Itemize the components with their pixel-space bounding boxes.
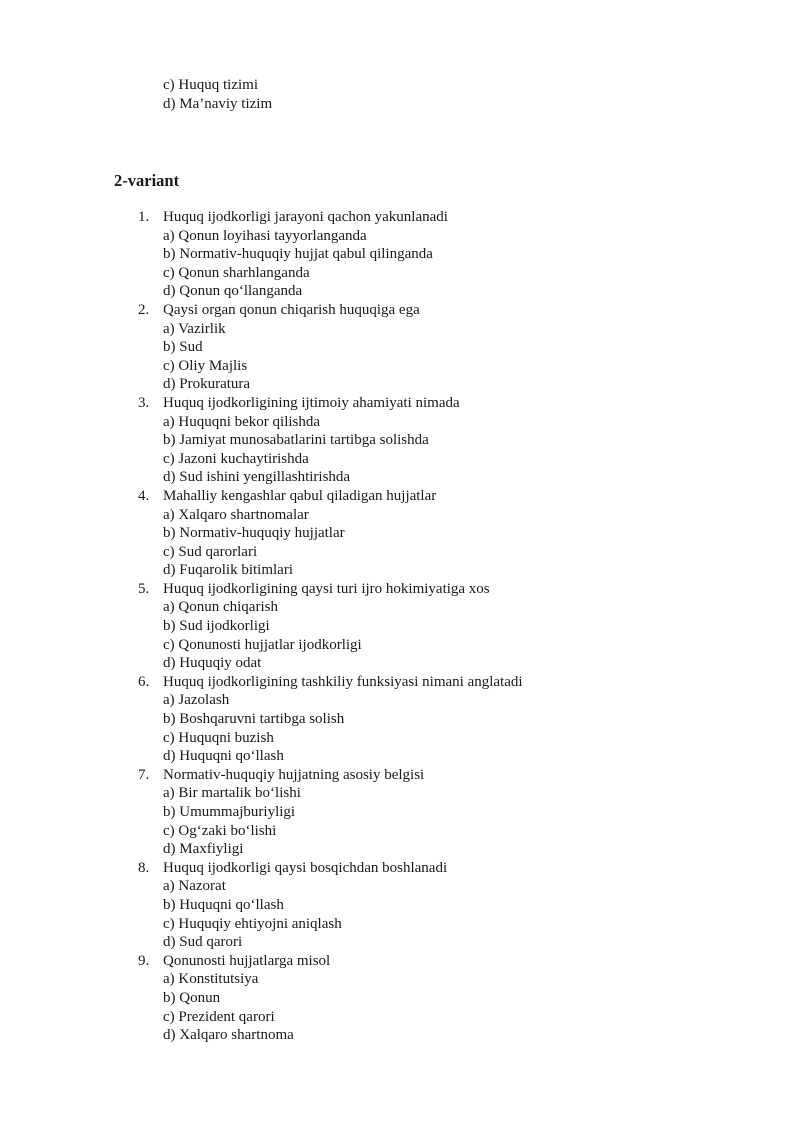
answer-option: d) Sud qarori <box>163 934 243 951</box>
question-number: 1. <box>138 209 150 225</box>
answer-option: d) Maxfiyligi <box>163 841 244 858</box>
section-title: 2-variant <box>114 171 180 190</box>
question-text: Huquq ijodkorligining tashkiliy funksiyasi nimani anglatadi <box>163 673 523 690</box>
question-text: Huquq ijodkorligining qaysi turi ijro hokimiyatiga xos <box>163 580 490 597</box>
question-number: 3. <box>138 394 150 411</box>
answer-option: c) Huquqiy ehtiyojni aniqlash <box>163 915 342 932</box>
question-item <box>138 859 523 952</box>
answer-option: d) Fuqarolik bitimlari <box>163 562 293 579</box>
answer-option: c) Qonun sharhlanganda <box>163 264 310 281</box>
answer-option: b) Qonun <box>163 989 221 1006</box>
answer-options <box>163 691 523 765</box>
answer-option: c) Og‘zaki bo‘lishi <box>163 822 277 839</box>
question-item <box>138 580 523 673</box>
answer-option: a) Vazirlik <box>163 320 226 337</box>
question-number: 7. <box>138 766 150 783</box>
answer-option: b) Sud ijodkorligi <box>163 618 270 635</box>
carryover-options <box>163 76 272 113</box>
question-number: 4. <box>138 487 150 504</box>
carryover-option: c) Huquq tizimi <box>163 77 258 93</box>
answer-option: d) Huquqni qo‘llash <box>163 748 284 765</box>
answer-options <box>163 320 523 394</box>
answer-option: a) Qonun chiqarish <box>163 599 278 616</box>
answer-option: d) Huquqiy odat <box>163 655 262 672</box>
answer-option: c) Qonunosti hujjatlar ijodkorligi <box>163 636 362 653</box>
answer-options <box>163 227 523 301</box>
question-number: 9. <box>138 952 150 969</box>
answer-option: b) Normativ-huquqiy hujjat qabul qilinganda <box>163 246 433 263</box>
answer-options <box>163 877 523 951</box>
answer-option: a) Nazorat <box>163 878 226 895</box>
answer-option: a) Konstitutsiya <box>163 971 259 988</box>
answer-option: c) Prezident qarori <box>163 1008 275 1025</box>
answer-option: c) Huquqni buzish <box>163 729 274 746</box>
answer-options <box>163 784 523 858</box>
answer-option: a) Huquqni bekor qilishda <box>163 413 321 430</box>
question-item <box>138 394 523 487</box>
answer-option: d) Sud ishini yengillashtirishda <box>163 469 351 486</box>
answer-option: c) Sud qarorlari <box>163 543 258 560</box>
answer-option: d) Xalqaro shartnoma <box>163 1027 294 1044</box>
answer-option: b) Umummajburiyligi <box>163 804 296 820</box>
answer-option: c) Jazoni kuchaytirishda <box>163 450 309 467</box>
question-number: 6. <box>138 673 150 690</box>
question-item <box>138 673 523 766</box>
answer-option: d) Prokuratura <box>163 376 251 393</box>
question-text: Qonunosti hujjatlarga misol <box>163 952 331 969</box>
answer-option: b) Huquqni qo‘llash <box>163 896 284 913</box>
question-text: Qaysi organ qonun chiqarish huquqiga ega <box>163 301 420 318</box>
answer-option: d) Qonun qo‘llanganda <box>163 283 303 300</box>
question-text: Huquq ijodkorligi qaysi bosqichdan boshlanadi <box>163 859 448 876</box>
answer-option: a) Qonun loyihasi tayyorlanganda <box>163 227 367 244</box>
question-number: 5. <box>138 580 150 597</box>
question-item <box>138 766 523 859</box>
answer-option: a) Bir martalik bo‘lishi <box>163 785 301 802</box>
answer-option: b) Boshqaruvni tartibga solish <box>163 711 345 728</box>
question-item <box>138 301 523 394</box>
question-item <box>138 208 523 301</box>
answer-options <box>163 598 523 672</box>
answer-option: c) Oliy Majlis <box>163 357 248 374</box>
answer-options <box>163 413 523 487</box>
answer-option: b) Sud <box>163 339 203 356</box>
question-number: 8. <box>138 859 150 876</box>
question-item <box>138 952 523 1045</box>
question-item <box>138 487 523 580</box>
question-list <box>138 208 523 1045</box>
carryover-option: d) Ma’naviy tizim <box>163 95 273 112</box>
question-text: Normativ-huquqiy hujjatning asosiy belgisi <box>163 766 425 783</box>
answer-options <box>163 970 523 1044</box>
answer-option: b) Jamiyat munosabatlarini tartibga solishda <box>163 432 429 449</box>
answer-option: a) Xalqaro shartnomalar <box>163 506 309 523</box>
question-number: 2. <box>138 301 150 318</box>
question-text: Mahalliy kengashlar qabul qiladigan hujjatlar <box>163 487 437 504</box>
question-text: Huquq ijodkorligi jarayoni qachon yakunlanadi <box>163 209 448 225</box>
question-text: Huquq ijodkorligining ijtimoiy ahamiyati nimada <box>163 394 460 411</box>
answer-options <box>163 506 523 580</box>
answer-option: a) Jazolash <box>163 692 230 709</box>
answer-option: b) Normativ-huquqiy hujjatlar <box>163 525 345 542</box>
